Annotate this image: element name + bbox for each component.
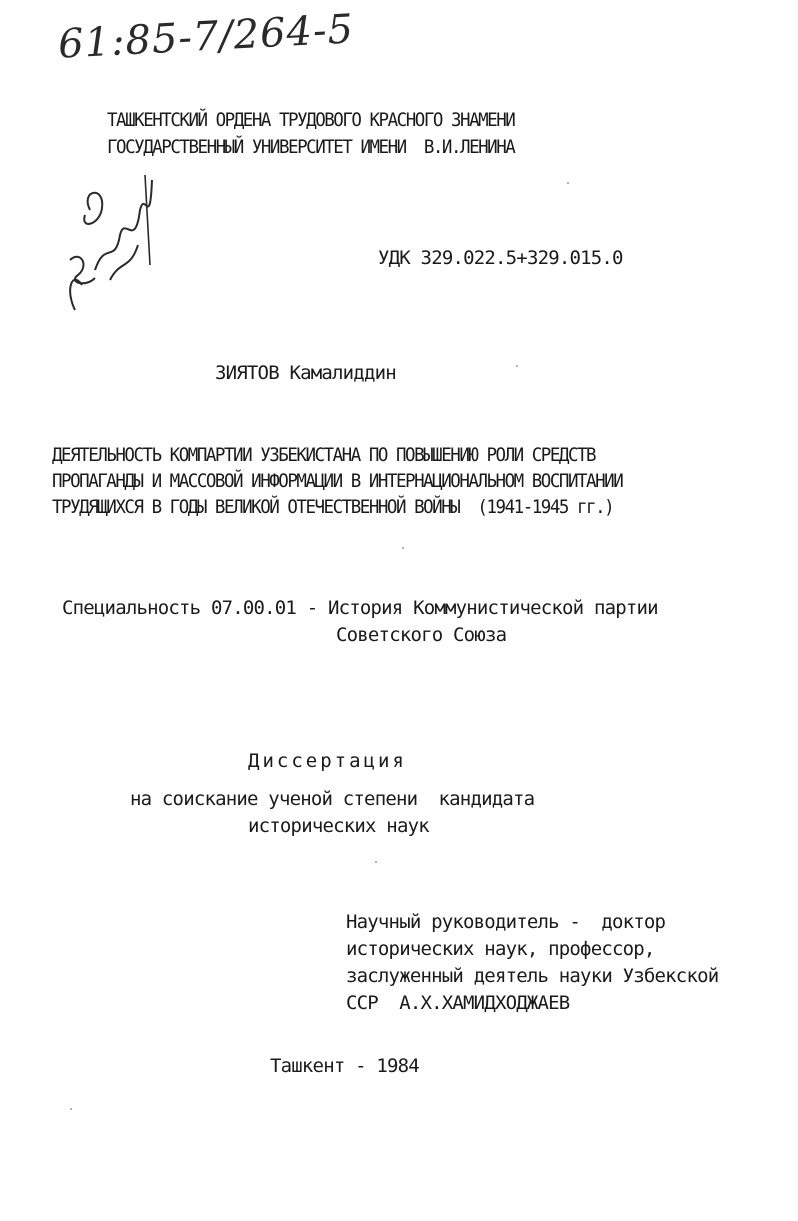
title-line-3: ТРУДЯЩИХСЯ В ГОДЫ ВЕЛИКОЙ ОТЕЧЕСТВЕННОЙ ВОЙНЫ (1941-1945 гг.): [52, 496, 614, 518]
scan-speck: [516, 365, 518, 367]
supervisor-line-2: исторических наук, профессор,: [346, 938, 655, 960]
archive-code-handwritten: 61:85-7/264-5: [56, 6, 356, 68]
institution-line-1: ТАШКЕНТСКИЙ ОРДЕНА ТРУДОВОГО КРАСНОГО ЗНАМЕНИ: [107, 109, 515, 131]
specialty-line-1: Специальность 07.00.01 - История Коммунистической партии: [62, 597, 658, 619]
place-and-year: Ташкент - 1984: [270, 1055, 419, 1077]
document-type-heading: Диссертация: [248, 750, 407, 772]
specialty-line-2: Советского Союза: [336, 624, 507, 646]
scan-speck: [375, 861, 377, 863]
supervisor-line-3: заслуженный деятель науки Узбекской: [346, 965, 719, 987]
signature-scribble: [60, 170, 170, 320]
scan-speck: [567, 182, 569, 184]
scan-speck: [402, 547, 404, 549]
supervisor-line-4: ССР А.Х.ХАМИДХОДЖАЕВ: [346, 992, 570, 1014]
supervisor-line-1: Научный руководитель - доктор: [346, 911, 666, 933]
title-line-1: ДЕЯТЕЛЬНОСТЬ КОМПАРТИИ УЗБЕКИСТАНА ПО ПОВЫШЕНИЮ РОЛИ СРЕДСТВ: [52, 444, 596, 466]
author-name: ЗИЯТОВ Камалиддин: [215, 362, 396, 384]
degree-line-1: на соискание ученой степени кандидата: [130, 788, 535, 810]
scan-speck: [70, 1108, 72, 1110]
udc-code: УДК 329.022.5+329.015.0: [378, 247, 623, 269]
institution-line-2: ГОСУДАРСТВЕННЫЙ УНИВЕРСИТЕТ ИМЕНИ В.И.ЛЕНИНА: [107, 136, 515, 158]
degree-line-2: исторических наук: [248, 815, 429, 837]
title-line-2: ПРОПАГАНДЫ И МАССОВОЙ ИНФОРМАЦИИ В ИНТЕРНАЦИОНАЛЬНОМ ВОСПИТАНИИ: [52, 470, 623, 492]
